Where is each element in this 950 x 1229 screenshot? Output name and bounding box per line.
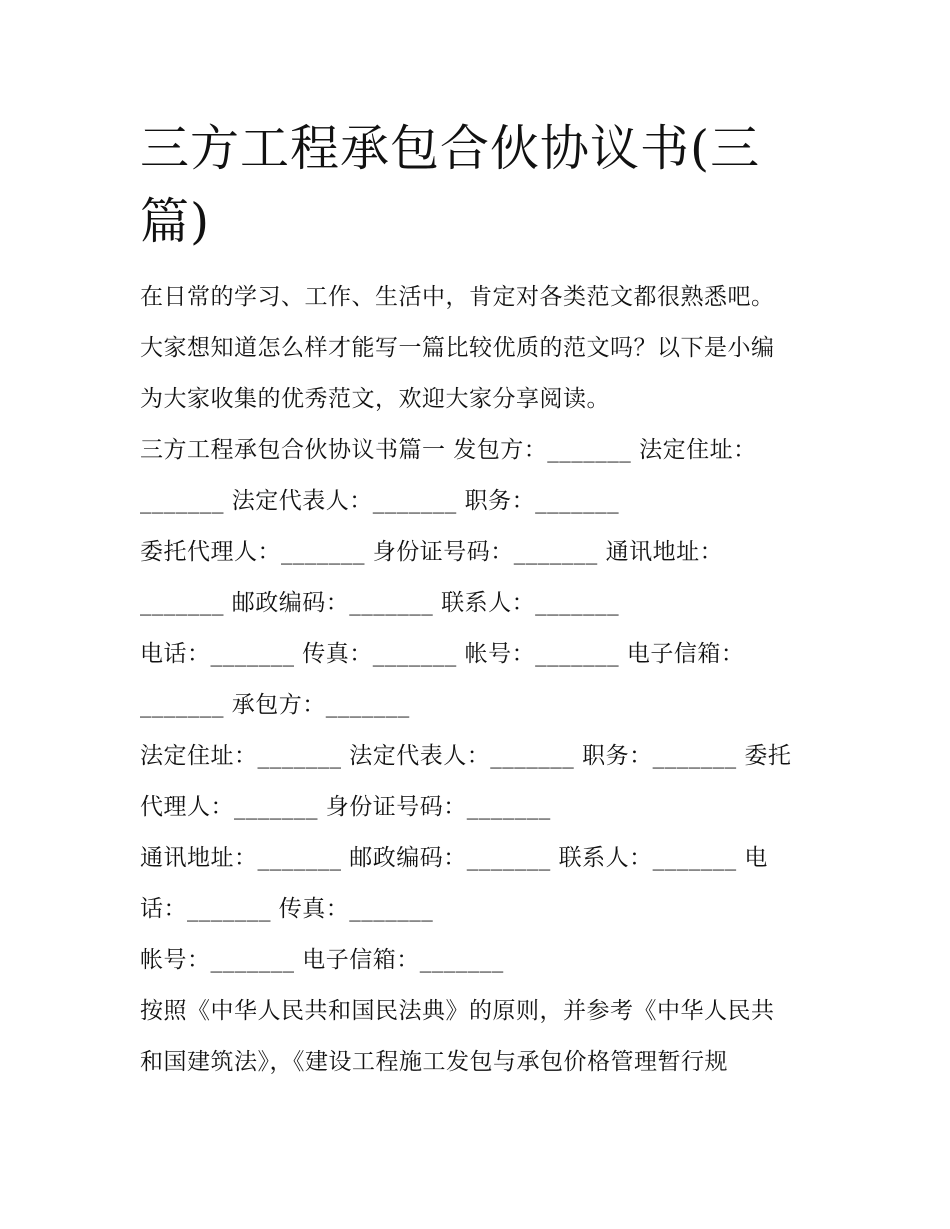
document-body bbox=[140, 272, 820, 1088]
contract-line: _______ 法定代表人：_______ 职务：_______ bbox=[140, 488, 620, 514]
contract-line: 委托代理人：_______ 身份证号码：_______ 通讯地址： bbox=[140, 539, 724, 565]
body-line: 按照《中华人民共和国民法典》的原则，并参考《中华人民共 bbox=[140, 998, 775, 1024]
contract-line: 代理人：_______ 身份证号码：_______ bbox=[140, 794, 551, 820]
contract-line: 通讯地址：_______ 邮政编码：_______ 联系人：_______ 电 bbox=[140, 845, 768, 871]
body-line: 和国建筑法》，《建设工程施工发包与承包价格管理暂行规 bbox=[140, 1049, 728, 1075]
document-page bbox=[140, 112, 820, 1088]
contract-line: 三方工程承包合伙协议书篇一 发包方：_______ 法定住址： bbox=[140, 437, 757, 463]
title-line: 三方工程承包合伙协议书(三 bbox=[140, 120, 761, 177]
contract-line: 帐号：_______ 电子信箱：_______ bbox=[140, 947, 504, 973]
document-title bbox=[140, 112, 820, 258]
title-line: 篇) bbox=[140, 193, 211, 250]
intro-line: 大家想知道怎么样才能写一篇比较优质的范文吗？以下是小编 bbox=[140, 335, 775, 361]
intro-line: 为大家收集的优秀范文，欢迎大家分享阅读。 bbox=[140, 386, 610, 412]
contract-line: _______ 承包方：_______ bbox=[140, 692, 410, 718]
contract-line: 电话：_______ 传真：_______ 帐号：_______ 电子信箱： bbox=[140, 641, 745, 667]
contract-line: _______ 邮政编码：_______ 联系人：_______ bbox=[140, 590, 620, 616]
contract-line: 话：_______ 传真：_______ bbox=[140, 896, 434, 922]
intro-line: 在日常的学习、工作、生活中，肯定对各类范文都很熟悉吧。 bbox=[140, 284, 775, 310]
contract-line: 法定住址：_______ 法定代表人：_______ 职务：_______ 委托 bbox=[140, 743, 792, 769]
